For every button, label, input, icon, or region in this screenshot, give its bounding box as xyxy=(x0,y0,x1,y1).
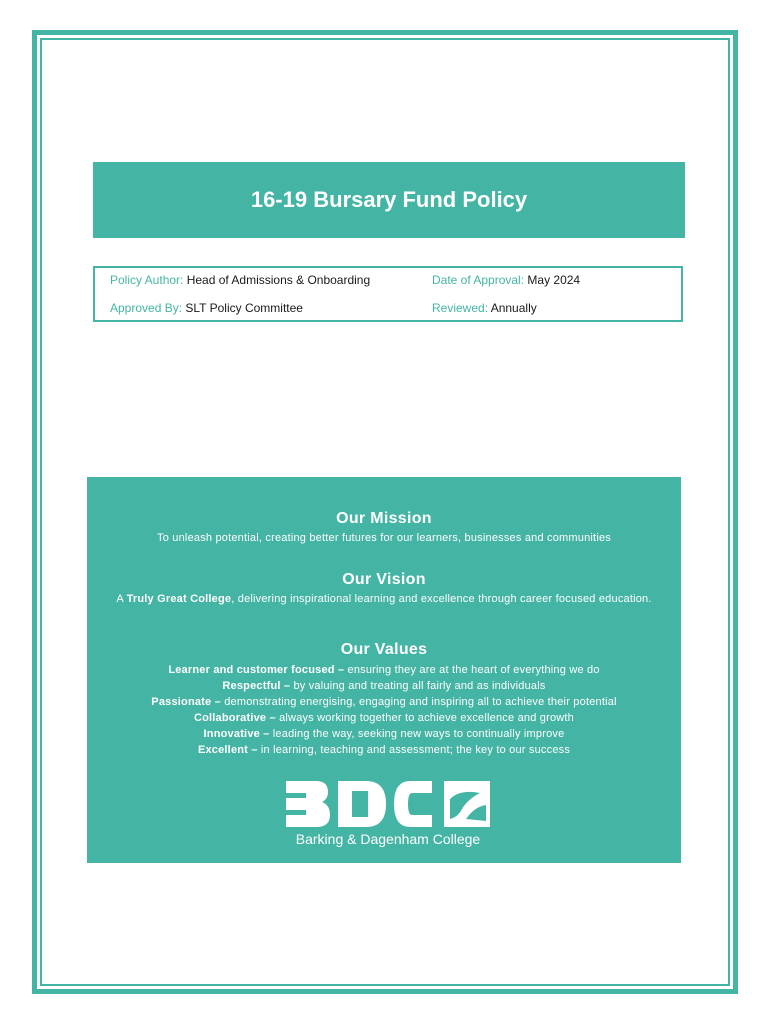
value-description: in learning, teaching and assessment; the key to our success xyxy=(257,744,571,756)
value-name: Excellent – xyxy=(197,744,258,756)
vision-heading: Our Vision xyxy=(342,571,426,588)
policy-author xyxy=(110,273,370,287)
values-section xyxy=(87,641,681,758)
value-item xyxy=(87,662,681,678)
document-title: 16-19 Bursary Fund Policy xyxy=(250,187,528,212)
value-item xyxy=(87,726,681,742)
mission-section xyxy=(87,510,681,546)
mission-panel xyxy=(87,477,681,863)
mission-text: To unleash potential, creating better futures for our learners, businesses and communities xyxy=(157,532,611,544)
value-item xyxy=(87,742,681,758)
value-name: Respectful – xyxy=(222,680,291,692)
mission-heading: Our Mission xyxy=(336,510,432,527)
review-frequency-value: Annually xyxy=(490,301,537,315)
value-item xyxy=(87,694,681,710)
bdc-logo-mark xyxy=(282,779,494,831)
vision-text xyxy=(87,592,681,607)
value-description: leading the way, seeking new ways to continually improve xyxy=(269,728,565,740)
vision-prefix: A xyxy=(116,593,127,605)
approved-by-value: SLT Policy Committee xyxy=(185,301,303,315)
value-item xyxy=(87,710,681,726)
value-name: Innovative – xyxy=(203,728,270,740)
vision-rest: , delivering inspirational learning and excellence through career focused education. xyxy=(231,593,652,605)
college-name: Barking & Dagenham College xyxy=(295,831,481,847)
value-name: Collaborative – xyxy=(193,712,276,724)
approved-by-label: Approved By: xyxy=(110,301,183,315)
value-name: Learner and customer focused – xyxy=(168,664,345,676)
vision-section xyxy=(87,571,681,607)
approved-by xyxy=(110,301,303,315)
policy-info-box xyxy=(93,266,683,322)
value-description: by valuing and treating all fairly and as individuals xyxy=(290,680,546,692)
review-frequency-label: Reviewed: xyxy=(432,301,489,315)
approval-date-value: May 2024 xyxy=(527,273,581,287)
policy-author-value: Head of Admissions & Onboarding xyxy=(186,273,371,287)
college-logo xyxy=(282,779,494,851)
title-band xyxy=(93,162,685,238)
value-description: demonstrating energising, engaging and inspiring all to achieve their potential xyxy=(220,696,617,708)
approval-date-label: Date of Approval: xyxy=(432,273,525,287)
value-item xyxy=(87,678,681,694)
value-description: ensuring they are at the heart of everything we do xyxy=(344,664,600,676)
vision-bold: Truly Great College xyxy=(126,593,232,605)
value-name: Passionate – xyxy=(151,696,221,708)
value-description: always working together to achieve excellence and growth xyxy=(275,712,575,724)
values-heading: Our Values xyxy=(340,641,428,658)
approval-date xyxy=(432,273,580,287)
review-frequency xyxy=(432,301,537,315)
policy-author-label: Policy Author: xyxy=(110,273,184,287)
